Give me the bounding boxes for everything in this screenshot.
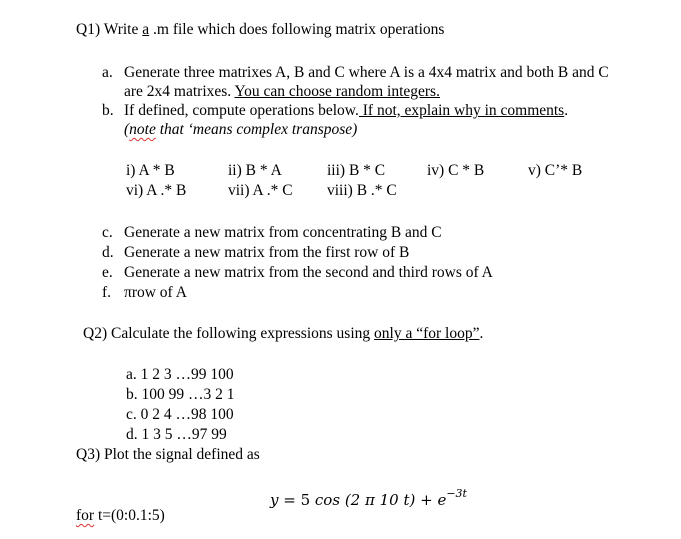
for-word: for xyxy=(76,507,95,524)
op-item: i) A * B xyxy=(126,162,175,179)
q1-heading xyxy=(76,21,444,39)
range-text: t=(0:0.1:5) xyxy=(94,507,165,524)
list-marker: b. xyxy=(102,102,114,119)
q1-item-b-note xyxy=(124,121,357,139)
op-item: v) C’* B xyxy=(528,162,583,179)
item-text: are 2x4 matrixes. xyxy=(124,83,235,100)
q1-item-e xyxy=(102,264,493,282)
op-item: iii) B * C xyxy=(327,162,386,179)
list-marker: e. xyxy=(102,264,113,281)
q1-item-c xyxy=(102,224,442,242)
q1-item-a xyxy=(102,64,609,82)
op-item: iv) C * B xyxy=(427,162,485,179)
item-text: Generate a new matrix from the second and third rows of A xyxy=(124,264,493,281)
item-text-underlined: If not, explain why in comments xyxy=(358,102,565,119)
eq-coefficient: = 5 xyxy=(278,491,315,509)
op-item: viii) B .* C xyxy=(327,182,397,199)
item-text: Generate three matrixes A, B and C where A is a 4x4 matrix and both B and C xyxy=(124,64,609,81)
eq-exponent: −3t xyxy=(446,487,467,500)
item-text-underlined: You can choose random integers. xyxy=(234,83,440,100)
q1-heading-article: a xyxy=(142,21,150,38)
item-text: Generate a new matrix from concentrating B and C xyxy=(124,224,442,241)
q2-heading xyxy=(83,325,483,343)
op-item: vii) A .* C xyxy=(228,182,293,199)
eq-cos: cos xyxy=(314,491,341,509)
note-paren: ( xyxy=(124,121,130,138)
list-marker: d. xyxy=(102,244,114,261)
note-rest: that ‘means complex transpose) xyxy=(155,121,358,138)
item-text: . xyxy=(564,102,569,119)
q3-heading: Q3) Plot the signal defined as xyxy=(76,446,260,463)
item-text: If defined, compute operations below. xyxy=(124,102,359,119)
note-word: note xyxy=(129,121,156,138)
q2-item: b. 100 99 …3 2 1 xyxy=(126,386,235,403)
q3-equation xyxy=(270,487,467,509)
q3-range xyxy=(76,507,165,525)
q2-item: c. 0 2 4 …98 100 xyxy=(126,406,234,423)
item-text: πrow of A xyxy=(124,284,187,301)
op-item: ii) B * A xyxy=(228,162,282,179)
q1-heading-part2: .m file which does following matrix operations xyxy=(149,21,445,38)
list-marker: a. xyxy=(102,64,113,81)
q1-item-b xyxy=(102,102,568,120)
eq-lhs: y xyxy=(270,491,279,509)
q1-heading-part1: Q1) Write xyxy=(76,21,143,38)
q2-heading-emphasis: only a “for loop” xyxy=(374,325,480,342)
list-marker: c. xyxy=(102,224,113,241)
item-text: Generate a new matrix from the first row of B xyxy=(124,244,410,261)
q2-item: a. 1 2 3 …99 100 xyxy=(126,366,234,383)
eq-argument: (2 π 10 t) + e xyxy=(340,491,447,509)
q2-heading-part2: . xyxy=(479,325,484,342)
q2-item: d. 1 3 5 …97 99 xyxy=(126,426,227,443)
q1-item-a-continued xyxy=(124,83,440,101)
q1-item-f xyxy=(102,284,187,302)
q2-heading-part1: Q2) Calculate the following expressions using xyxy=(83,325,375,342)
q1-item-d xyxy=(102,244,409,262)
op-item: vi) A .* B xyxy=(126,182,187,199)
list-marker: f. xyxy=(102,284,112,301)
